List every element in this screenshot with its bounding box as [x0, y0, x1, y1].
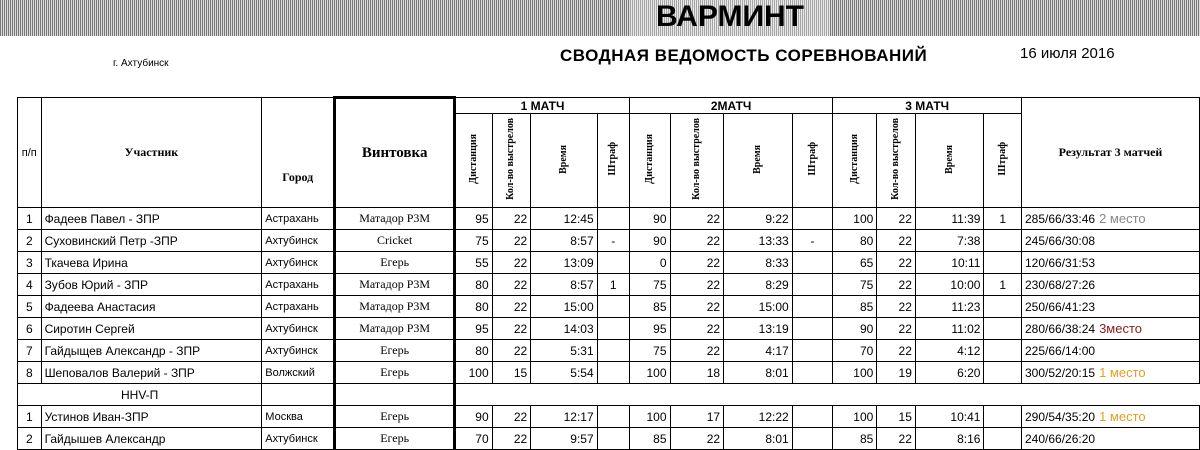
shots-value: 22: [877, 230, 916, 252]
time-value: 13:09: [531, 252, 597, 274]
row-number: 7: [18, 340, 42, 362]
rifle-name: Егерь: [335, 340, 455, 362]
distance-value: 80: [455, 340, 493, 362]
penalty-value: [597, 318, 629, 340]
distance-value: 80: [455, 296, 493, 318]
city-label: г. Ахтубинск: [113, 58, 169, 69]
subheader-time: Время: [531, 114, 597, 208]
row-number: 2: [18, 230, 42, 252]
time-value: 4:17: [724, 340, 793, 362]
participant-city: Ахтубинск: [262, 252, 335, 274]
penalty-value: [984, 230, 1022, 252]
distance-value: 70: [833, 340, 877, 362]
empty-cell: [455, 384, 1200, 406]
distance-value: 65: [833, 252, 877, 274]
col-result: Результат 3 матчей: [1021, 98, 1199, 208]
penalty-value: [984, 340, 1022, 362]
time-value: 13:33: [724, 230, 793, 252]
shots-value: 15: [492, 362, 531, 384]
event-date: 16 июля 2016: [1020, 45, 1115, 62]
table-row: [18, 252, 1200, 274]
distance-value: 85: [629, 296, 670, 318]
result-cell: [1021, 318, 1199, 340]
time-value: 9:22: [724, 208, 793, 230]
time-value: 10:11: [915, 252, 984, 274]
penalty-value: [792, 340, 833, 362]
shots-value: 22: [670, 274, 724, 296]
row-number: 8: [18, 362, 42, 384]
time-value: 15:00: [531, 296, 597, 318]
shots-value: 15: [877, 406, 916, 428]
row-number: 1: [18, 208, 42, 230]
participant-name: Устинов Иван-ЗПР: [41, 406, 262, 428]
penalty-value: [792, 208, 833, 230]
distance-value: 90: [455, 406, 493, 428]
row-number: 5: [18, 296, 42, 318]
distance-value: 100: [455, 362, 493, 384]
shots-value: 22: [877, 208, 916, 230]
participant-city: Астрахань: [262, 274, 335, 296]
penalty-value: [597, 252, 629, 274]
time-value: 8:01: [724, 428, 793, 450]
row-number: 3: [18, 252, 42, 274]
result-cell: [1021, 208, 1199, 230]
penalty-value: [984, 318, 1022, 340]
distance-value: 0: [629, 252, 670, 274]
participant-city: Ахтубинск: [262, 340, 335, 362]
document-title: ВАРМИНТ: [630, 0, 830, 36]
penalty-value: 1: [597, 274, 629, 296]
shots-value: 17: [670, 406, 724, 428]
subheader-distance: Дистанция: [833, 114, 877, 208]
result-value: 225/66/14:00: [1024, 343, 1096, 358]
distance-value: 100: [629, 362, 670, 384]
penalty-value: 1: [984, 208, 1022, 230]
participant-city: Ахтубинск: [262, 230, 335, 252]
shots-value: 22: [877, 274, 916, 296]
shots-value: 22: [670, 230, 724, 252]
time-value: 11:23: [915, 296, 984, 318]
rifle-name: Егерь: [335, 252, 455, 274]
shots-value: 22: [492, 208, 531, 230]
shots-value: 22: [492, 274, 531, 296]
distance-value: 100: [629, 406, 670, 428]
rifle-name: Матадор Р3М: [335, 318, 455, 340]
result-value: 120/66/31:53: [1024, 255, 1096, 270]
subheader-penalty: Штраф: [792, 114, 833, 208]
table-row: [18, 274, 1200, 296]
shots-value: 22: [670, 340, 724, 362]
distance-value: 100: [833, 362, 877, 384]
time-value: 5:31: [531, 340, 597, 362]
shots-value: 22: [670, 208, 724, 230]
distance-value: 95: [455, 318, 493, 340]
shots-value: 22: [877, 318, 916, 340]
distance-value: 90: [629, 208, 670, 230]
table-row: [18, 362, 1200, 384]
row-number: 6: [18, 318, 42, 340]
table-row: [18, 296, 1200, 318]
time-value: 5:54: [531, 362, 597, 384]
penalty-value: [792, 428, 833, 450]
table-row: [18, 428, 1200, 450]
distance-value: 75: [455, 230, 493, 252]
row-number: 2: [18, 428, 42, 450]
participant-city: Астрахань: [262, 296, 335, 318]
time-value: 12:22: [724, 406, 793, 428]
result-cell: [1021, 230, 1199, 252]
penalty-value: [597, 208, 629, 230]
time-value: 4:12: [915, 340, 984, 362]
penalty-value: [792, 406, 833, 428]
penalty-value: [792, 274, 833, 296]
shots-value: 22: [670, 318, 724, 340]
shots-value: 19: [877, 362, 916, 384]
time-value: 7:38: [915, 230, 984, 252]
result-value: 280/66/38:24: [1024, 322, 1096, 336]
subheader-distance: Дистанция: [629, 114, 670, 208]
distance-value: 70: [455, 428, 493, 450]
result-cell: [1021, 340, 1199, 362]
distance-value: 75: [833, 274, 877, 296]
table-row: [18, 340, 1200, 362]
penalty-value: [984, 428, 1022, 450]
participant-name: Сиротин Сергей: [41, 318, 262, 340]
result-value: 245/66/30:08: [1024, 233, 1096, 248]
subheader-distance: Дистанция: [455, 114, 493, 208]
rifle-name: Матадор Р3М: [335, 274, 455, 296]
shots-value: 22: [877, 252, 916, 274]
participant-name: Гайдышев Александр: [41, 428, 262, 450]
table-row: [18, 208, 1200, 230]
distance-value: 85: [629, 428, 670, 450]
row-number: 4: [18, 274, 42, 296]
participant-name: Фадеев Павел - ЗПР: [41, 208, 262, 230]
place-note: 1 место: [1099, 365, 1146, 380]
penalty-value: [792, 362, 833, 384]
time-value: 8:16: [915, 428, 984, 450]
time-value: 6:20: [915, 362, 984, 384]
shots-value: 22: [670, 296, 724, 318]
results-table: [17, 96, 1200, 450]
time-value: 11:39: [915, 208, 984, 230]
participant-name: Фадеева Анастасия: [41, 296, 262, 318]
participant-city: Ахтубинск: [262, 428, 335, 450]
result-cell: [1021, 406, 1199, 428]
empty-cell: [335, 384, 455, 406]
participant-city: Астрахань: [262, 208, 335, 230]
subheader-penalty: Штраф: [597, 114, 629, 208]
penalty-value: [984, 362, 1022, 384]
empty-cell: [262, 384, 335, 406]
distance-value: 75: [629, 340, 670, 362]
time-value: 14:03: [531, 318, 597, 340]
subheader-time: Время: [915, 114, 984, 208]
subheader-shots: Кол-во выстрелов: [492, 114, 531, 208]
group-row: [18, 384, 1200, 406]
subheader-penalty: Штраф: [984, 114, 1022, 208]
time-value: 11:02: [915, 318, 984, 340]
table-row: [18, 406, 1200, 428]
result-cell: [1021, 428, 1199, 450]
place-note: 2 место: [1099, 211, 1146, 226]
place-note: 3место: [1099, 321, 1142, 336]
result-value: 300/52/20:15: [1024, 366, 1096, 380]
distance-value: 85: [833, 428, 877, 450]
distance-value: 90: [629, 230, 670, 252]
time-value: 15:00: [724, 296, 793, 318]
penalty-value: [597, 296, 629, 318]
shots-value: 22: [492, 296, 531, 318]
rifle-name: Матадор Р3М: [335, 208, 455, 230]
result-value: 250/66/41:23: [1024, 299, 1096, 314]
result-cell: [1021, 362, 1199, 384]
table-row: [18, 230, 1200, 252]
penalty-value: [984, 406, 1022, 428]
time-value: 8:29: [724, 274, 793, 296]
time-value: 10:41: [915, 406, 984, 428]
match2-header: 2МАТЧ: [629, 98, 833, 114]
penalty-value: [984, 252, 1022, 274]
rifle-name: Егерь: [335, 406, 455, 428]
shots-value: 22: [877, 340, 916, 362]
match3-header: 3 МАТЧ: [833, 98, 1022, 114]
group-label: HHV-П: [18, 384, 262, 406]
time-value: 8:57: [531, 274, 597, 296]
penalty-value: [597, 406, 629, 428]
time-value: 9:57: [531, 428, 597, 450]
distance-value: 55: [455, 252, 493, 274]
col-num: п/п: [18, 98, 42, 208]
penalty-value: [792, 318, 833, 340]
shots-value: 22: [877, 428, 916, 450]
col-participant: Участник: [41, 98, 262, 208]
penalty-value: [984, 296, 1022, 318]
subheader-shots: Кол-во выстрелов: [670, 114, 724, 208]
distance-value: 90: [833, 318, 877, 340]
time-value: 12:45: [531, 208, 597, 230]
time-value: 8:01: [724, 362, 793, 384]
participant-name: Шеповалов Валерий - ЗПР: [41, 362, 262, 384]
shots-value: 22: [492, 318, 531, 340]
participant-city: Волжский: [262, 362, 335, 384]
place-note: 1 место: [1099, 409, 1146, 424]
row-number: 1: [18, 406, 42, 428]
distance-value: 85: [833, 296, 877, 318]
subheader-time: Время: [724, 114, 793, 208]
distance-value: 100: [833, 208, 877, 230]
distance-value: 80: [455, 274, 493, 296]
time-value: 10:00: [915, 274, 984, 296]
result-value: 240/66/26:20: [1024, 431, 1096, 446]
rifle-name: Матадор Р3М: [335, 296, 455, 318]
col-city: Город: [262, 98, 335, 208]
penalty-value: [597, 362, 629, 384]
rifle-name: Cricket: [335, 230, 455, 252]
participant-name: Гайдыщев Александр - ЗПР: [41, 340, 262, 362]
penalty-value: [792, 296, 833, 318]
distance-value: 95: [629, 318, 670, 340]
shots-value: 22: [670, 428, 724, 450]
shots-value: 22: [492, 252, 531, 274]
shots-value: 22: [492, 230, 531, 252]
participant-name: Зубов Юрий - ЗПР: [41, 274, 262, 296]
penalty-value: [597, 428, 629, 450]
penalty-value: -: [792, 230, 833, 252]
result-cell: [1021, 274, 1199, 296]
penalty-value: 1: [984, 274, 1022, 296]
title-banner: [0, 0, 1200, 36]
participant-name: Ткачева Ирина: [41, 252, 262, 274]
participant-city: Ахтубинск: [262, 318, 335, 340]
result-value: 285/66/33:46: [1024, 212, 1096, 226]
shots-value: 22: [670, 252, 724, 274]
distance-value: 75: [629, 274, 670, 296]
shots-value: 22: [492, 406, 531, 428]
distance-value: 80: [833, 230, 877, 252]
subheader-shots: Кол-во выстрелов: [877, 114, 916, 208]
penalty-value: -: [597, 230, 629, 252]
summary-heading: СВОДНАЯ ВЕДОМОСТЬ СОРЕВНОВАНИЙ: [560, 46, 928, 65]
time-value: 12:17: [531, 406, 597, 428]
table-row: [18, 318, 1200, 340]
distance-value: 100: [833, 406, 877, 428]
shots-value: 22: [492, 428, 531, 450]
result-value: 290/54/35:20: [1024, 410, 1096, 424]
result-value: 230/68/27:26: [1024, 277, 1096, 292]
participant-city: Москва: [262, 406, 335, 428]
rifle-name: Егерь: [335, 428, 455, 450]
time-value: 8:33: [724, 252, 793, 274]
shots-value: 22: [492, 340, 531, 362]
rifle-name: Егерь: [335, 362, 455, 384]
result-cell: [1021, 252, 1199, 274]
participant-name: Суховинский Петр -ЗПР: [41, 230, 262, 252]
penalty-value: [792, 252, 833, 274]
col-rifle: Винтовка: [335, 98, 455, 208]
distance-value: 95: [455, 208, 493, 230]
time-value: 13:19: [724, 318, 793, 340]
result-cell: [1021, 296, 1199, 318]
match1-header: 1 МАТЧ: [455, 98, 630, 114]
time-value: 8:57: [531, 230, 597, 252]
shots-value: 18: [670, 362, 724, 384]
penalty-value: [597, 340, 629, 362]
shots-value: 22: [877, 296, 916, 318]
